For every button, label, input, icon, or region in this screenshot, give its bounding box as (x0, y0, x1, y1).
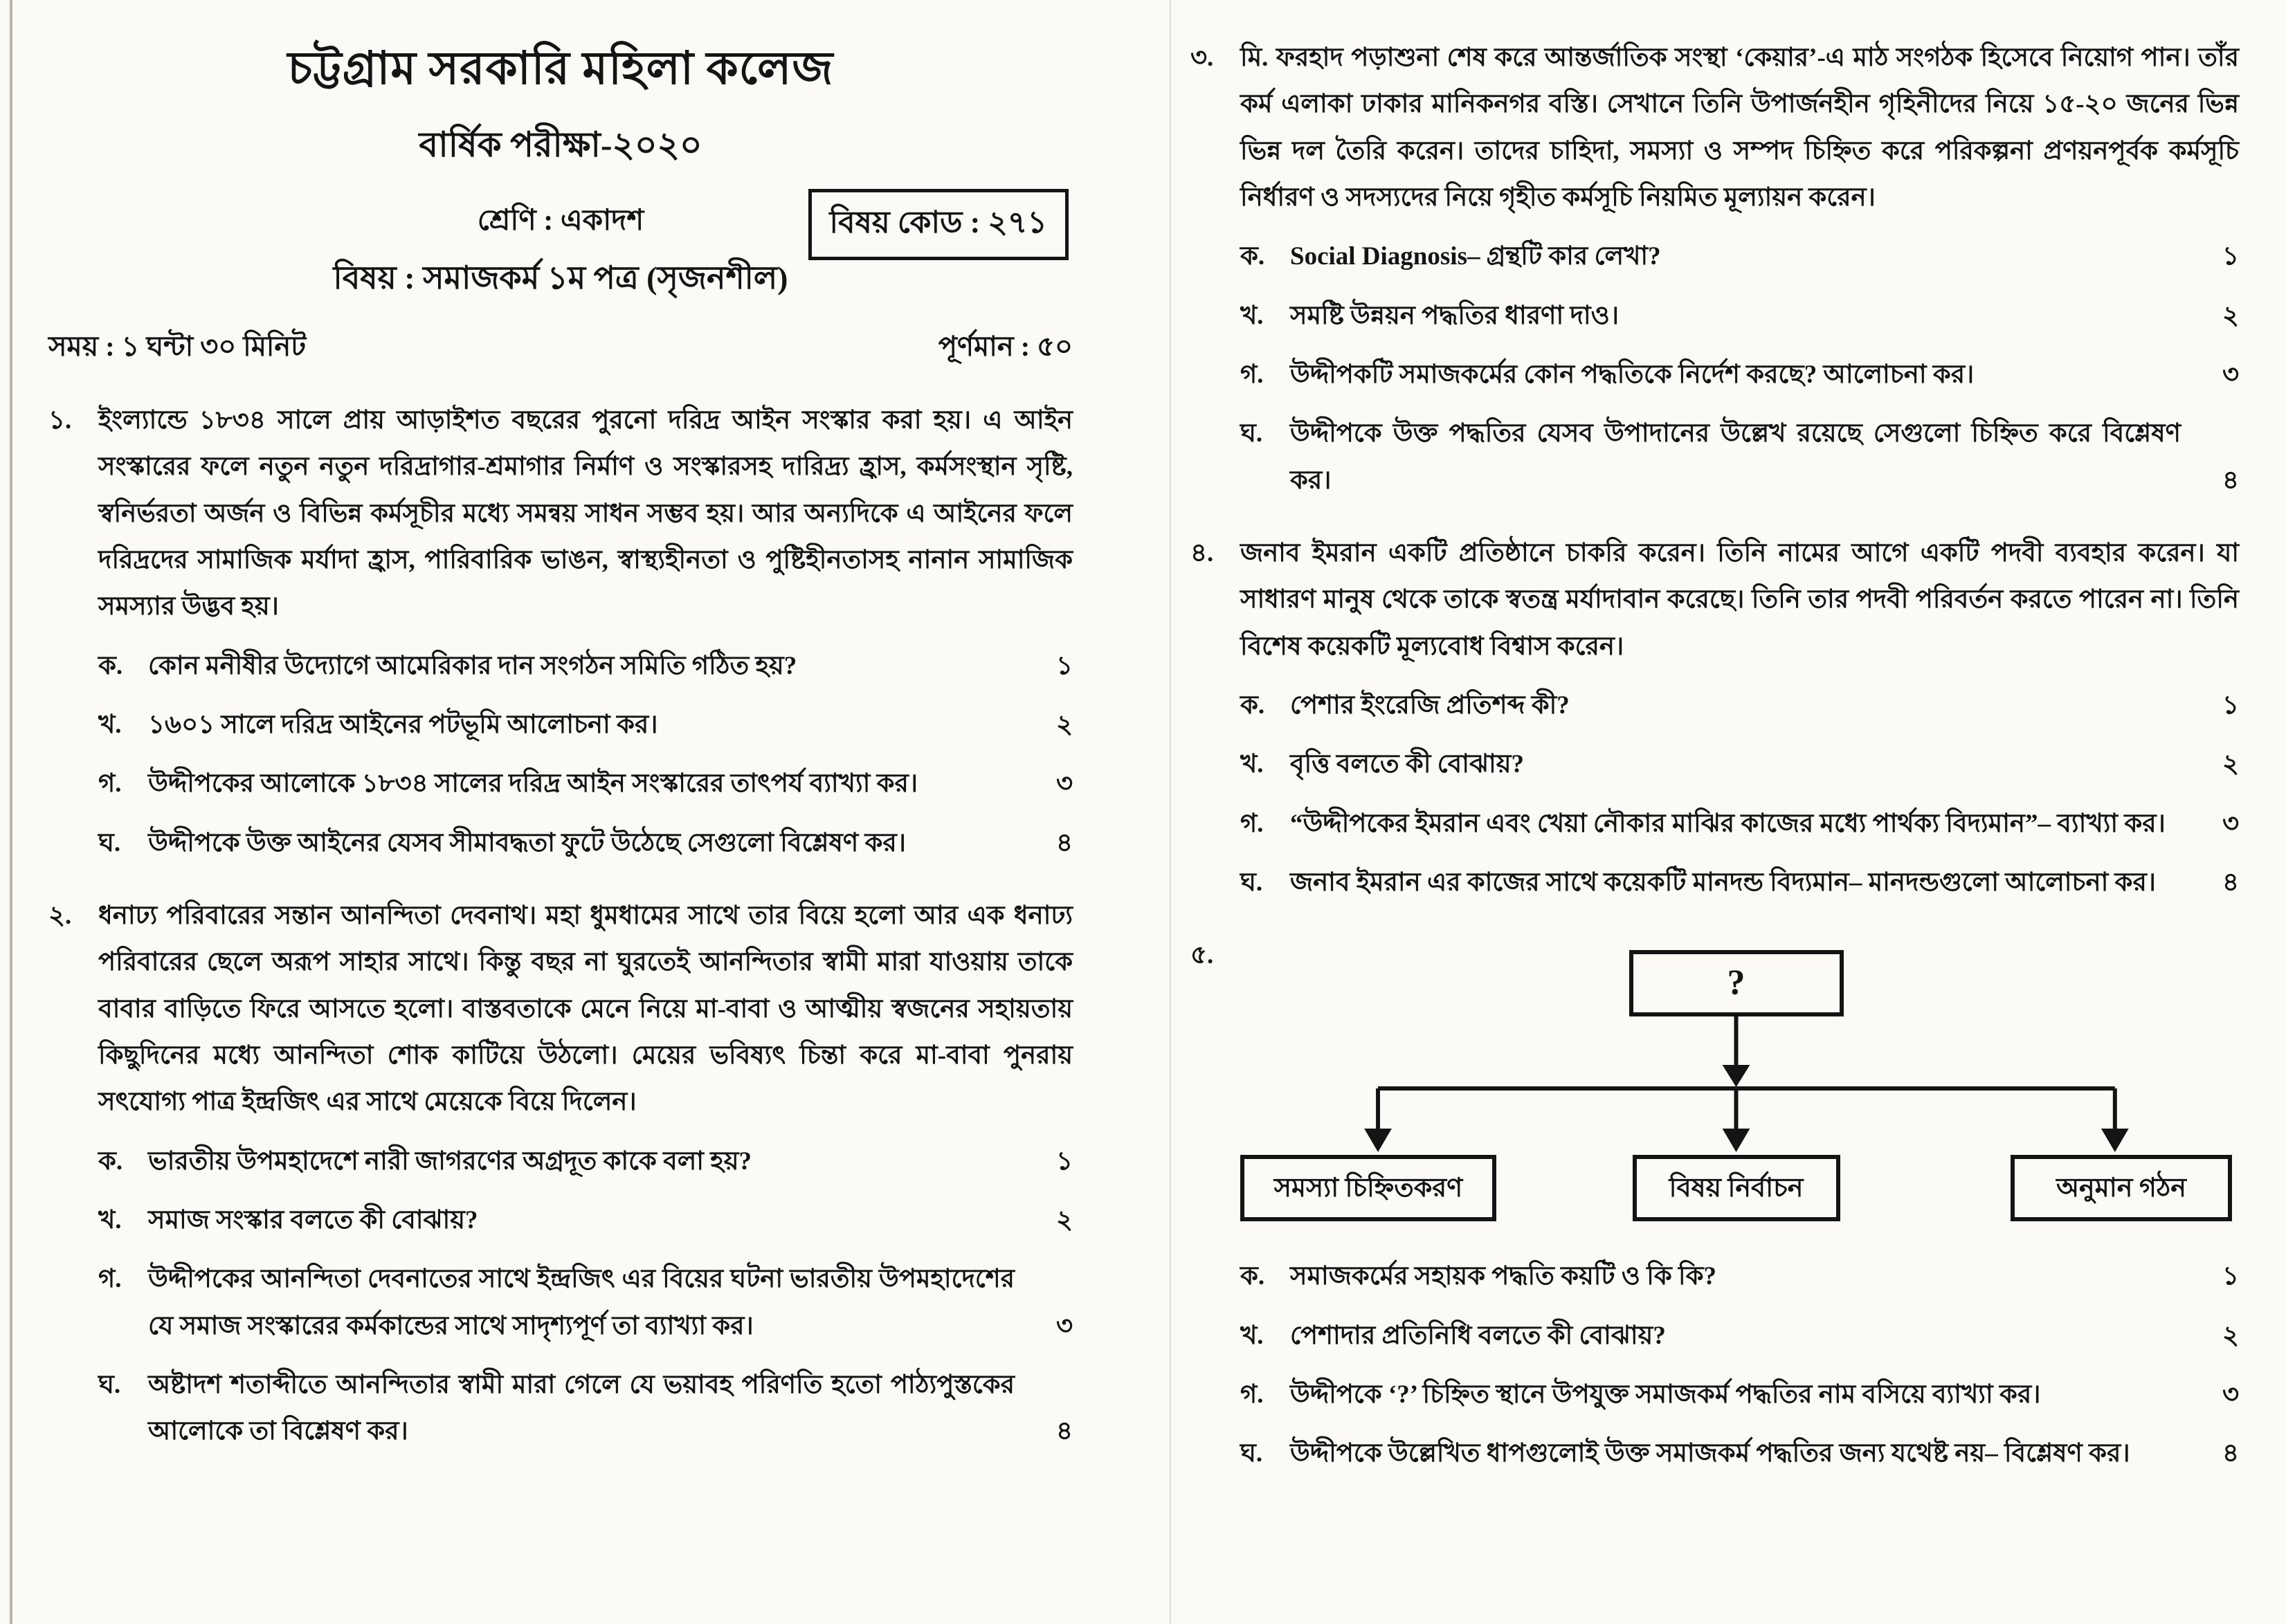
sub-question (98, 643, 1073, 689)
sub-question (98, 702, 1073, 748)
question-number: ৪. (1190, 538, 1214, 567)
sub-label: খ. (1240, 301, 1264, 330)
sub-question-text: অষ্টাদশ শতাব্দীতে আনন্দিতার স্বামী মারা গেলে যে ভয়াবহ পরিণতি হতো পাঠ্যপুস্তকের আলোকে তা বিশ্লেষণ কর। (148, 1370, 1015, 1446)
sub-marks: ১ (2222, 691, 2239, 720)
sub-label: খ. (98, 710, 122, 739)
question-body (98, 893, 1073, 1455)
flowchart-step-box: সমস্যা চিহ্নিতকরণ (1240, 1155, 1496, 1221)
sub-question (1240, 1253, 2239, 1299)
columns (48, 29, 2242, 1477)
arrow-down-icon (1723, 1065, 1750, 1087)
question-body (1240, 530, 2239, 906)
sub-label: ক. (1240, 691, 1265, 720)
sub-question (1240, 233, 2239, 280)
sub-question (98, 1256, 1073, 1349)
left-column (48, 29, 1073, 1455)
sub-marks: ২ (2222, 301, 2239, 330)
sub-question-text: ভারতীয় উপমহাদেশে নারী জাগরণের অগ্রদূত কাকে বলা হয়? (148, 1147, 752, 1176)
sub-question (98, 760, 1073, 807)
question-passage: ইংল্যান্ডে ১৮৩৪ সালে প্রায় আড়াইশত বছরের পুরনো দরিদ্র আইন সংস্কার করা হয়। এ আইন সংস্কারের ফলে নতুন নতুন দরিদ্রাগার-শ্রমাগার নির্মাণ ও সংস্কারসহ দারিদ্র্য হ্রাস, কর্মসংস্থান সৃষ্টি, স্বনির্ভরতা অর্জন ও বিভিন্ন কর্মসূচীর মধ্যে সমন্বয় সাধন সম্ভব হয়। আর অন্যদিকে এ আইনের ফলে দরিদ্রদের সামাজিক মর্যাদা হ্রাস, পারিবারিক ভাঙন, স্বাস্থ্যহীনতা ও পুষ্টিহীনতাসহ নানান সামাজিক সমস্যার উদ্ভব হয়। (98, 406, 1073, 621)
sub-marks: ২ (1055, 1205, 1073, 1234)
scan-edge-artifact (10, 0, 12, 1624)
sub-marks: ৪ (1055, 1417, 1073, 1446)
question-3 (1190, 35, 2239, 504)
sub-label: খ. (1240, 1321, 1264, 1350)
sub-label: গ. (1240, 1380, 1264, 1409)
sub-marks: ৪ (2222, 1439, 2239, 1468)
sub-label: গ. (98, 1265, 122, 1294)
column-divider (1170, 0, 1171, 1624)
question-passage: ধনাঢ্য পরিবারের সন্তান আনন্দিতা দেবনাথ। মহা ধুমধামের সাথে তার বিয়ে হলো আর এক ধনাঢ্য পরিবারের ছেলে অরূপ সাহার সাথে। কিন্তু বছর না ঘুরতেই আনন্দিতার স্বামী মারা যাওয়ায় তাকে বাবার বাড়িতে ফিরে আসতে হলো। বাস্তবতাকে মেনে নিয়ে মা-বাবা ও আত্মীয় স্বজনের সহায়তায় কিছুদিনের মধ্যে আনন্দিতা শোক কাটিয়ে উঠলো। মেয়ের ভবিষ্যৎ চিন্তা করে মা-বাবা পুনরায় সৎযোগ্য পাত্র ইন্দ্রজিৎ এর সাথে মেয়েকে বিয়ে দিলেন। (98, 901, 1073, 1117)
sub-question (1240, 293, 2239, 339)
question-body (1240, 35, 2239, 504)
right-column (1190, 29, 2239, 1477)
sub-label: ঘ. (1240, 868, 1263, 897)
sub-question-text: পেশার ইংরেজি প্রতিশব্দ কী? (1290, 691, 1570, 720)
sub-question-text: Social Diagnosis– গ্রন্থটি কার লেখা? (1290, 242, 1661, 271)
sub-question (1240, 352, 2239, 398)
sub-question-text: উদ্দীপকে উক্ত আইনের যেসব সীমাবদ্ধতা ফুটে উঠেছে সেগুলো বিশ্লেষণ কর। (148, 828, 906, 857)
sub-marks: ২ (2222, 750, 2239, 779)
sub-marks: ৪ (2222, 466, 2239, 495)
sub-question-text: সমাজ সংস্কার বলতে কী বোঝায়? (148, 1205, 478, 1234)
sub-label: গ. (98, 769, 122, 799)
sub-question-list (1240, 682, 2239, 906)
sub-question-text: উদ্দীপকের আলোকে ১৮৩৪ সালের দরিদ্র আইন সংস্কারের তাৎপর্য ব্যাখ্যা কর। (148, 769, 918, 799)
arrow-down-icon (2101, 1129, 2129, 1152)
question-4 (1190, 530, 2239, 906)
sub-question (1240, 682, 2239, 729)
arrow-down-icon (1364, 1129, 1392, 1152)
question-1 (48, 397, 1073, 866)
question-passage: মি. ফরহাদ পড়াশুনা শেষ করে আন্তর্জাতিক সংস্থা ‘কেয়ার’-এ মাঠ সংগঠক হিসেবে নিয়োগ পান। তাঁর কর্ম এলাকা ঢাকার মানিকনগর বস্তি। সেখানে তিনি উপার্জনহীন গৃহিনীদের নিয়ে ১৫-২০ জনের ভিন্ন ভিন্ন দল তৈরি করেন। তাদের চাহিদা, সমস্যা ও সম্পদ চিহ্নিত করে পরিকল্পনা প্রণয়নপূর্বক কর্মসূচি নির্ধারণ ও সদস্যদের নিয়ে গৃহীত কর্মসূচি নিয়মিত মূল্যায়ন করেন। (1240, 44, 2239, 212)
sub-marks: ৩ (1055, 1311, 1073, 1340)
question-number: ৫. (1190, 941, 1214, 970)
sub-label: ঘ. (98, 828, 121, 857)
sub-marks: ২ (2222, 1321, 2239, 1350)
sub-question-text: উদ্দীপকটি সমাজকর্মের কোন পদ্ধতিকে নির্দেশ করছে? আলোচনা কর। (1290, 360, 1975, 389)
exam-title: বার্ষিক পরীক্ষা-২০২০ (419, 125, 702, 164)
sub-question-text: জনাব ইমরান এর কাজের সাথে কয়েকটি মানদন্ড বিদ্যমান– মানদন্ডগুলো আলোচনা কর। (1290, 868, 2157, 897)
sub-question-text: বৃত্তি বলতে কী বোঝায়? (1290, 750, 1525, 779)
question-number: ১. (48, 406, 72, 435)
subject-label: বিষয় : সমাজকর্ম ১ম পত্র (সৃজনশীল) (333, 260, 788, 295)
sub-label: গ. (1240, 809, 1264, 838)
flowchart (1240, 950, 2232, 1241)
sub-label: ক. (1240, 242, 1265, 271)
sub-question-list (98, 643, 1073, 866)
sub-question-text: উদ্দীপকে উল্লেখিত ধাপগুলোই উক্ত সমাজকর্ম পদ্ধতির জন্য যথেষ্ট নয়– বিশ্লেষণ কর। (1290, 1439, 2130, 1468)
sub-question (1240, 1371, 2239, 1418)
sub-question (98, 1197, 1073, 1243)
sub-marks: ২ (1055, 710, 1073, 739)
sub-marks: ১ (2222, 242, 2239, 271)
sub-question (98, 820, 1073, 866)
sub-label: ঘ. (1240, 419, 1263, 448)
question-passage: জনাব ইমরান একটি প্রতিষ্ঠানে চাকরি করেন। তিনি নামের আগে একটি পদবী ব্যবহার করেন। যা সাধারণ মানুষ থেকে তাকে স্বতন্ত্র মর্যাদাবান করেছে। তিনি তার পদবী পরিবর্তন করতে পারেন না। তিনি বিশেষ কয়েকটি মূল্যবোধ বিশ্বাস করেন। (1240, 538, 2239, 661)
question-5 (1190, 932, 2239, 1477)
flowchart-question-box: ? (1629, 950, 1844, 1016)
question-2 (48, 893, 1073, 1455)
sub-question (1240, 1313, 2239, 1359)
sub-marks: ১ (2222, 1262, 2239, 1291)
sub-question-text: সমষ্টি উন্নয়ন পদ্ধতির ধারণা দাও। (1290, 301, 1620, 330)
sub-question (1240, 741, 2239, 787)
sub-question-list (98, 1138, 1073, 1455)
class-label: শ্রেণি : একাদশ (477, 205, 644, 237)
arrow-down-icon (1723, 1129, 1750, 1152)
full-marks-label: পূর্ণমান : ৫০ (938, 331, 1073, 362)
sub-marks: ৩ (2222, 1380, 2239, 1409)
sub-label: ক. (98, 1147, 123, 1176)
sub-label: গ. (1240, 360, 1264, 389)
sub-question-text: উদ্দীপকে উক্ত পদ্ধতির যেসব উপাদানের উল্লেখ রয়েছে সেগুলো চিহ্নিত করে বিশ্লেষণ কর। (1290, 419, 2181, 495)
sub-marks: ১ (1055, 651, 1073, 680)
sub-marks: ৪ (2222, 868, 2239, 897)
flowchart-step-box: অনুমান গঠন (2011, 1155, 2232, 1221)
sub-label: ঘ. (98, 1370, 121, 1399)
sub-label: খ. (98, 1205, 122, 1234)
sub-question (1240, 1430, 2239, 1477)
sub-question-text: ১৬০১ সালে দরিদ্র আইনের পটভূমি আলোচনা কর। (148, 710, 658, 739)
sub-question (1240, 801, 2239, 847)
sub-label: ক. (1240, 1262, 1265, 1291)
class-row (48, 192, 1073, 258)
sub-question (1240, 859, 2239, 906)
question-number: ৩. (1190, 44, 1214, 72)
sub-question-list (1240, 233, 2239, 504)
sub-marks: ১ (1055, 1147, 1073, 1176)
paper-header (48, 33, 1073, 371)
question-body (98, 397, 1073, 866)
sub-question (1240, 410, 2239, 504)
question-body (1240, 932, 2239, 1477)
sub-marks: ৩ (1055, 769, 1073, 799)
sub-marks: ৩ (2222, 360, 2239, 389)
sub-question-text: উদ্দীপকে ‘?’ চিহ্নিত স্থানে উপযুক্ত সমাজকর্ম পদ্ধতির নাম বসিয়ে ব্যাখ্যা কর। (1290, 1380, 2041, 1409)
question-number: ২. (48, 901, 72, 930)
sub-question-text: পেশাদার প্রতিনিধি বলতে কী বোঝায়? (1290, 1321, 1666, 1350)
subject-code-box: বিষয় কোড : ২৭১ (808, 189, 1069, 260)
flowchart-step-box: বিষয় নির্বাচন (1633, 1155, 1840, 1221)
sub-question-list (1240, 1253, 2239, 1477)
sub-marks: ৩ (2222, 809, 2239, 838)
sub-question (98, 1362, 1073, 1455)
sub-label: খ. (1240, 750, 1264, 779)
sub-question-text: কোন মনীষীর উদ্যোগে আমেরিকার দান সংগঠন সমিতি গঠিত হয়? (148, 651, 797, 680)
sub-question (98, 1138, 1073, 1185)
sub-marks: ৪ (1055, 828, 1073, 857)
meta-row (48, 325, 1073, 371)
sub-label: ঘ. (1240, 1439, 1263, 1468)
sub-question-text: সমাজকর্মের সহায়ক পদ্ধতি কয়টি ও কি কি? (1290, 1262, 1716, 1291)
time-label: সময় : ১ ঘন্টা ৩০ মিনিট (48, 331, 307, 362)
sub-question-text: “উদ্দীপকের ইমরান এবং খেয়া নৌকার মাঝির কাজের মধ্যে পার্থক্য বিদ্যমান”– ব্যাখ্যা কর। (1290, 809, 2166, 838)
sub-label: ক. (98, 651, 123, 680)
college-name: চট্টগ্রাম সরকারি মহিলা কলেজ (287, 44, 834, 94)
sub-question-text: উদ্দীপকের আনন্দিতা দেবনাতের সাথে ইন্দ্রজিৎ এর বিয়ের ঘটনা ভারতীয় উপমহাদেশের যে সমাজ সংস্কারের কর্মকান্ডের সাথে সাদৃশ্যপূর্ণ তা ব্যাখ্যা কর। (148, 1265, 1015, 1340)
